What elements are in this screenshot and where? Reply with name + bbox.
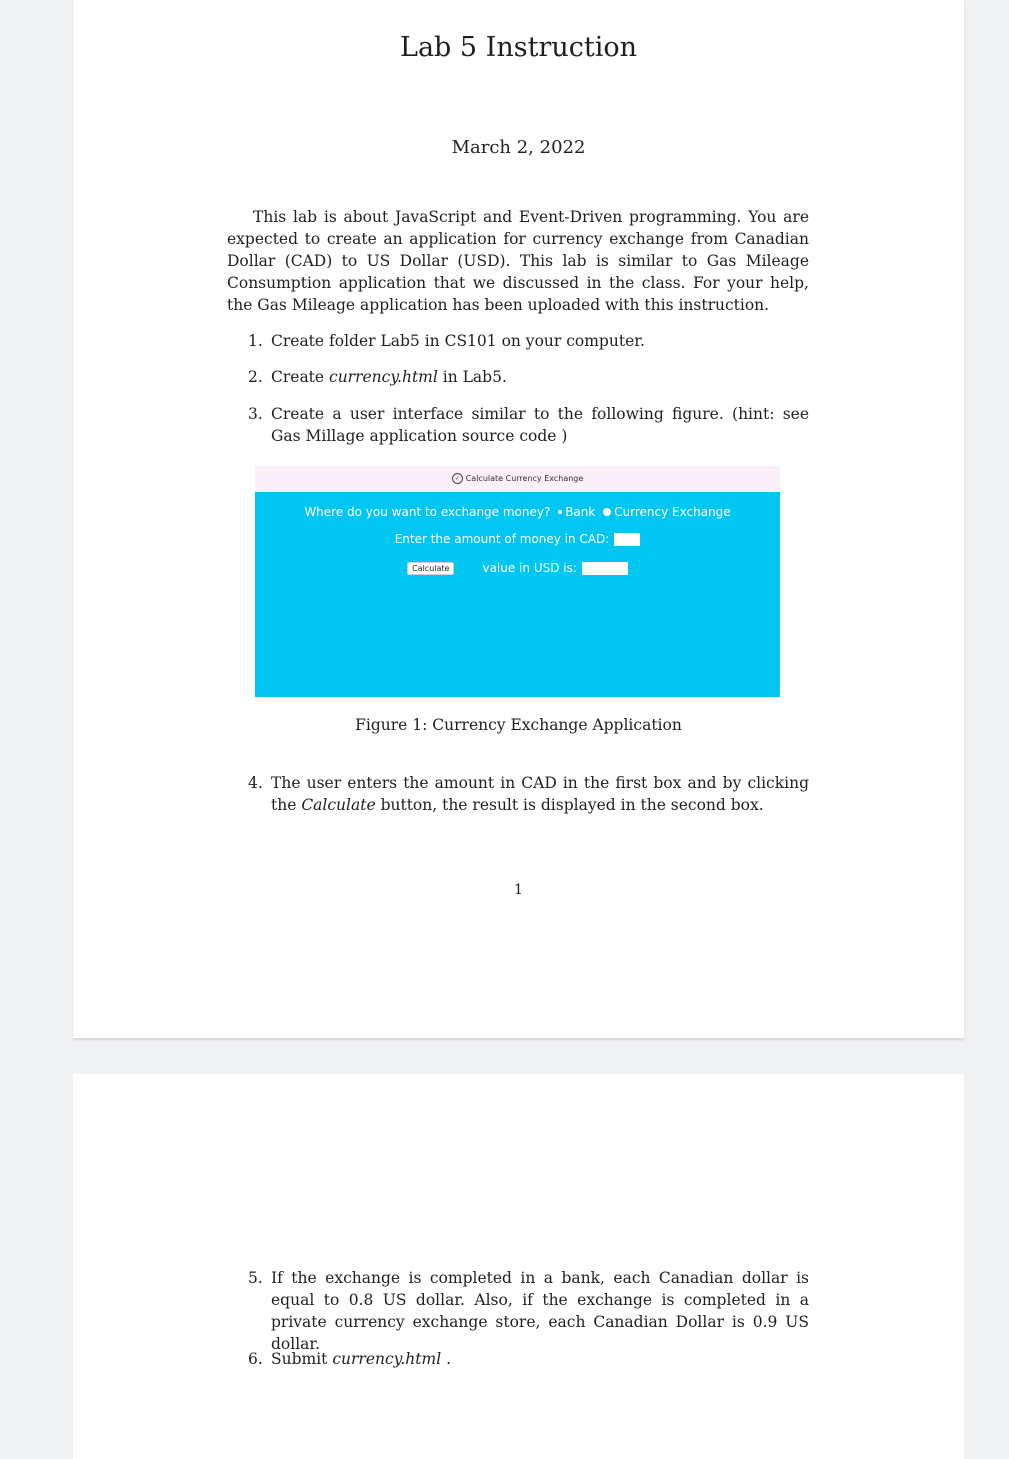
- text-segment: in Lab5.: [437, 368, 507, 386]
- list-item-6: [248, 1348, 809, 1370]
- list-item-5: [248, 1267, 809, 1355]
- page-number: 1: [514, 882, 523, 898]
- list-item-text: Create folder Lab5 in CS101 on your computer.: [271, 332, 645, 350]
- text-segment: The user enters the amount in CAD in the first box and by clicking the: [271, 774, 809, 814]
- text-segment: Create: [271, 368, 330, 386]
- usd-output-row: [255, 561, 780, 575]
- radio-exchange-icon: [603, 508, 611, 516]
- usd-label: value in USD is:: [482, 561, 577, 575]
- usd-output-box: [582, 562, 628, 575]
- text-segment: .: [441, 1350, 452, 1368]
- document-date: March 2, 2022: [451, 137, 586, 158]
- list-item-number: 6.: [248, 1350, 263, 1368]
- list-item-text: [271, 1348, 809, 1370]
- option-exchange-label: Currency Exchange: [614, 505, 731, 519]
- button-name-italic: Calculate: [301, 796, 376, 814]
- list-item-4: [248, 772, 809, 816]
- list-item-text: [271, 772, 809, 816]
- list-item-number: 2.: [248, 368, 263, 386]
- option-bank-label: Bank: [565, 505, 596, 519]
- figure-header-bar: [255, 466, 780, 492]
- list-item-number: 4.: [248, 774, 263, 792]
- figure-caption: Figure 1: Currency Exchange Application: [355, 716, 682, 734]
- text-segment: button, the result is displayed in the second box.: [375, 796, 764, 814]
- list-item-1: [248, 330, 809, 352]
- list-item-text: [271, 366, 809, 388]
- currency-app-figure: [255, 466, 780, 697]
- question-label: Where do you want to exchange money?: [304, 505, 551, 519]
- list-item-3: [248, 403, 809, 447]
- figure-header-title: Calculate Currency Exchange: [465, 474, 584, 483]
- list-item-number: 3.: [248, 405, 263, 423]
- list-item-text: Create a user interface similar to the following figure. (hint: see Gas Millage application source code ): [271, 405, 809, 445]
- list-item-2: [248, 366, 809, 388]
- intro-paragraph: This lab is about JavaScript and Event-Driven programming. You are expected to create an application for currency exchange from Canadian Dollar (CAD) to US Dollar (USD). This lab is similar to Gas Mileage Consumption application that we discussed in the class. For your help, the Gas Mileage application has been uploaded with this instruction.: [227, 208, 809, 314]
- list-item-text: If the exchange is completed in a bank, each Canadian dollar is equal to 0.8 US dollar. Also, if the exchange is completed in a private currency exchange store, each Canadian Dollar is 0.9 US dollar.: [271, 1269, 809, 1353]
- cad-input-row: [255, 532, 780, 546]
- exchange-location-row: [255, 505, 780, 519]
- document-title: Lab 5 Instruction: [400, 32, 637, 63]
- cad-input-box: [614, 533, 640, 546]
- document-page-2: [73, 1074, 964, 1459]
- cad-label: Enter the amount of money in CAD:: [394, 532, 610, 546]
- list-item-number: 5.: [248, 1269, 263, 1287]
- filename-italic: currency.html: [329, 368, 438, 386]
- list-item-number: 1.: [248, 332, 263, 350]
- text-segment: Submit: [271, 1350, 333, 1368]
- filename-italic: currency.html: [332, 1350, 442, 1368]
- radio-bank-icon: [558, 510, 562, 514]
- calculate-button-image: Calculate: [407, 562, 454, 575]
- check-circle-icon: ✓: [452, 473, 463, 484]
- document-page-1: [73, 0, 964, 1038]
